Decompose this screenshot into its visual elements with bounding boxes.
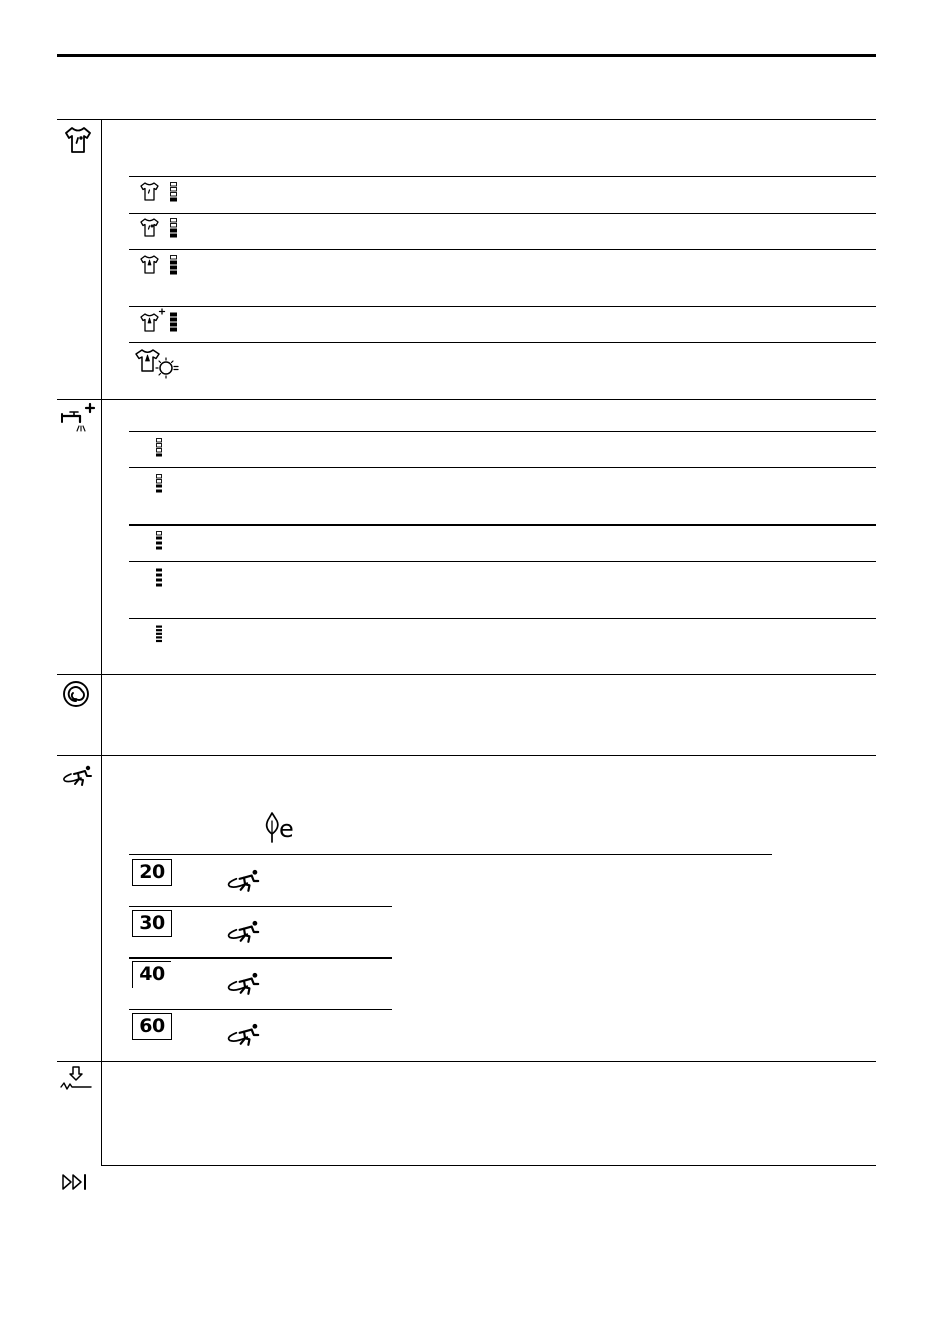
water-row-rule (129, 524, 876, 526)
water-level-3-icon (156, 531, 164, 551)
tshirt-stain-level-1-icon (139, 180, 183, 204)
speed-table-rule (129, 906, 392, 907)
temp-30-box: 30 (132, 910, 172, 937)
tshirt-stain-soak-icon (134, 346, 186, 380)
temp-40-box: 40 (132, 961, 171, 988)
skip-forward-icon (62, 1174, 88, 1190)
stain-row-rule (129, 213, 876, 214)
tshirt-stain-level-3-icon (139, 253, 183, 277)
stain-row-rule (129, 249, 876, 250)
water-level-2-icon (156, 474, 164, 494)
section-rule (57, 755, 876, 756)
water-row-rule (129, 431, 876, 432)
speed-table-rule (129, 854, 772, 855)
tap-plus-icon (58, 402, 100, 434)
column-divider (101, 119, 102, 1165)
tshirt-stain-icon (62, 124, 94, 156)
speed-runner-icon (222, 920, 266, 944)
stain-row-rule (129, 306, 876, 307)
water-row-rule (129, 561, 876, 562)
water-level-1-icon (156, 438, 164, 458)
tshirt-stain-level-2-icon (139, 216, 183, 240)
speed-runner-icon (222, 972, 266, 996)
spiral-rinse-icon (61, 679, 91, 709)
stain-row-rule (129, 342, 876, 343)
speed-runner-icon (222, 1023, 266, 1047)
temp-20-box: 20 (132, 859, 172, 886)
top-rule (57, 54, 876, 57)
water-row-rule (129, 618, 876, 619)
tshirt-stain-plus-level-4-icon (139, 309, 183, 333)
eco-leaf-icon: e (262, 812, 302, 846)
water-level-4-icon (156, 568, 164, 588)
section-rule (57, 674, 876, 675)
stain-row-rule (129, 176, 876, 177)
speed-runner-icon (222, 869, 266, 893)
water-level-5-icon (156, 625, 164, 645)
speed-runner-icon (59, 765, 97, 787)
spin-drain-icon (59, 1065, 93, 1093)
water-row-rule (129, 467, 876, 468)
speed-table-rule (129, 1009, 392, 1010)
temp-60-box: 60 (132, 1013, 172, 1040)
section-rule (57, 399, 876, 400)
speed-table-rule (129, 957, 392, 959)
section-rule (57, 1061, 876, 1062)
section-rule (101, 1165, 876, 1166)
header-rule (57, 119, 876, 120)
